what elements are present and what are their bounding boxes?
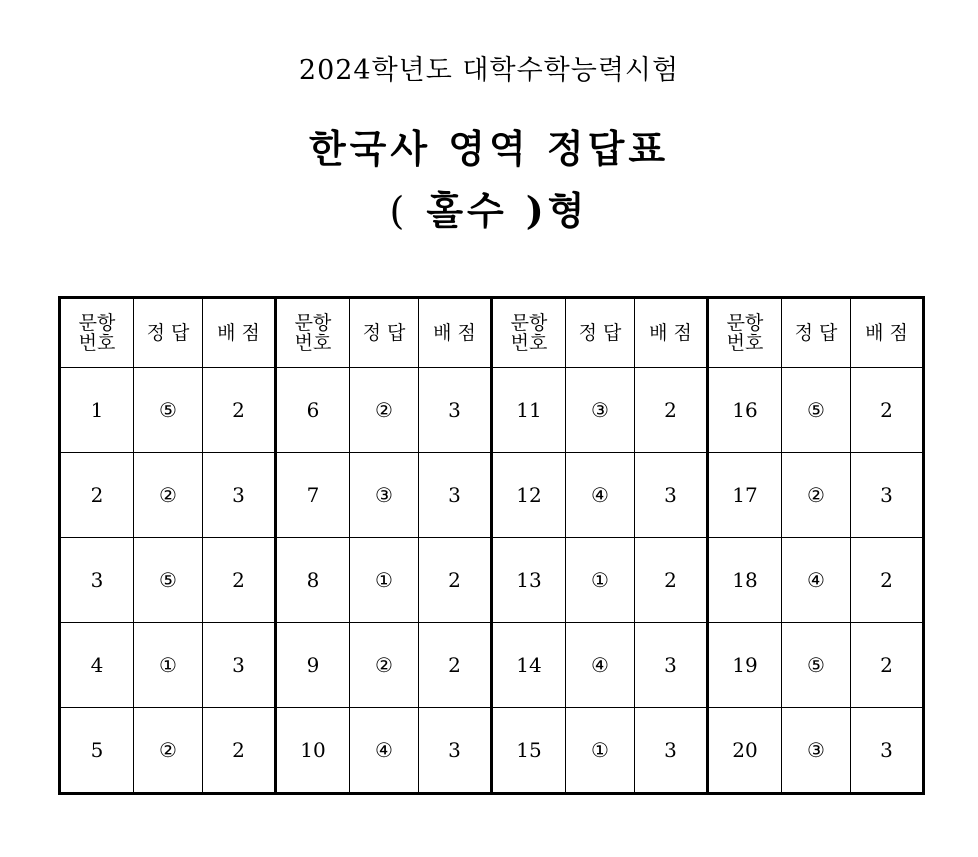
answer-cell: ④ — [350, 708, 419, 794]
exam-subtitle: 2024학년도 대학수학능력시험 — [298, 55, 680, 86]
header-number-line2: 번호 — [726, 332, 764, 354]
points-cell: 2 — [851, 368, 924, 453]
header-number-line2: 번호 — [510, 332, 548, 354]
answer-key-table — [58, 296, 925, 795]
table-header-row — [60, 298, 924, 368]
points-cell: 2 — [203, 708, 276, 794]
exam-type-label: 홀수 — [426, 188, 508, 233]
page-title: 한국사 영역 정답표 — [308, 126, 670, 171]
answer-cell: ② — [134, 708, 203, 794]
points-cell: 3 — [635, 623, 708, 708]
header-number-line1: 문항 — [726, 312, 764, 334]
header-points: 배 점 — [203, 298, 276, 368]
question-number-cell: 12 — [492, 453, 566, 538]
points-cell: 3 — [635, 708, 708, 794]
header-number-line1: 문항 — [294, 312, 332, 334]
question-number-cell: 1 — [60, 368, 134, 453]
question-number-cell: 13 — [492, 538, 566, 623]
header-question-number — [276, 298, 350, 368]
answer-cell: ③ — [566, 368, 635, 453]
answer-cell: ⑤ — [782, 368, 851, 453]
question-number-cell: 17 — [708, 453, 782, 538]
question-number-cell: 18 — [708, 538, 782, 623]
question-number-cell: 6 — [276, 368, 350, 453]
answer-cell: ⑤ — [134, 538, 203, 623]
table-row — [60, 453, 924, 538]
answer-cell: ④ — [782, 538, 851, 623]
type-open-paren: ( — [389, 189, 409, 233]
points-cell: 3 — [203, 453, 276, 538]
type-close-paren: )형 — [525, 188, 589, 233]
question-number-cell: 9 — [276, 623, 350, 708]
table-row — [60, 538, 924, 623]
points-cell: 2 — [419, 623, 492, 708]
header-question-number — [60, 298, 134, 368]
points-cell: 2 — [419, 538, 492, 623]
points-cell: 2 — [635, 368, 708, 453]
header-answer: 정 답 — [782, 298, 851, 368]
question-number-cell: 14 — [492, 623, 566, 708]
points-cell: 3 — [851, 453, 924, 538]
table-row — [60, 368, 924, 453]
points-cell: 3 — [851, 708, 924, 794]
question-number-cell: 2 — [60, 453, 134, 538]
header-points: 배 점 — [635, 298, 708, 368]
header-number-line1: 문항 — [510, 312, 548, 334]
answer-cell: ② — [134, 453, 203, 538]
answer-cell: ① — [134, 623, 203, 708]
answer-cell: ② — [350, 623, 419, 708]
question-number-cell: 4 — [60, 623, 134, 708]
points-cell: 2 — [851, 538, 924, 623]
question-number-cell: 16 — [708, 368, 782, 453]
points-cell: 3 — [419, 708, 492, 794]
answer-cell: ⑤ — [134, 368, 203, 453]
header-answer: 정 답 — [566, 298, 635, 368]
points-cell: 3 — [203, 623, 276, 708]
question-number-cell: 11 — [492, 368, 566, 453]
header-points: 배 점 — [851, 298, 924, 368]
answer-cell: ① — [350, 538, 419, 623]
answer-cell: ③ — [350, 453, 419, 538]
answer-cell: ④ — [566, 623, 635, 708]
points-cell: 2 — [203, 368, 276, 453]
answer-cell: ④ — [566, 453, 635, 538]
points-cell: 3 — [635, 453, 708, 538]
points-cell: 3 — [419, 368, 492, 453]
points-cell: 2 — [203, 538, 276, 623]
header-number-line1: 문항 — [78, 312, 116, 334]
question-number-cell: 10 — [276, 708, 350, 794]
answer-cell: ⑤ — [782, 623, 851, 708]
question-number-cell: 20 — [708, 708, 782, 794]
header-question-number — [708, 298, 782, 368]
answer-cell: ② — [782, 453, 851, 538]
question-number-cell: 19 — [708, 623, 782, 708]
answer-cell: ② — [350, 368, 419, 453]
header-answer: 정 답 — [134, 298, 203, 368]
header-number-line2: 번호 — [294, 332, 332, 354]
answer-cell: ③ — [782, 708, 851, 794]
question-number-cell: 15 — [492, 708, 566, 794]
exam-type-line — [0, 180, 978, 235]
question-number-cell: 8 — [276, 538, 350, 623]
table-row — [60, 708, 924, 794]
header-answer: 정 답 — [350, 298, 419, 368]
question-number-cell: 5 — [60, 708, 134, 794]
points-cell: 2 — [635, 538, 708, 623]
header-number-line2: 번호 — [78, 332, 116, 354]
question-number-cell: 3 — [60, 538, 134, 623]
question-number-cell: 7 — [276, 453, 350, 538]
answer-cell: ① — [566, 538, 635, 623]
header-question-number — [492, 298, 566, 368]
answer-cell: ① — [566, 708, 635, 794]
table-row — [60, 623, 924, 708]
points-cell: 2 — [851, 623, 924, 708]
points-cell: 3 — [419, 453, 492, 538]
header-points: 배 점 — [419, 298, 492, 368]
